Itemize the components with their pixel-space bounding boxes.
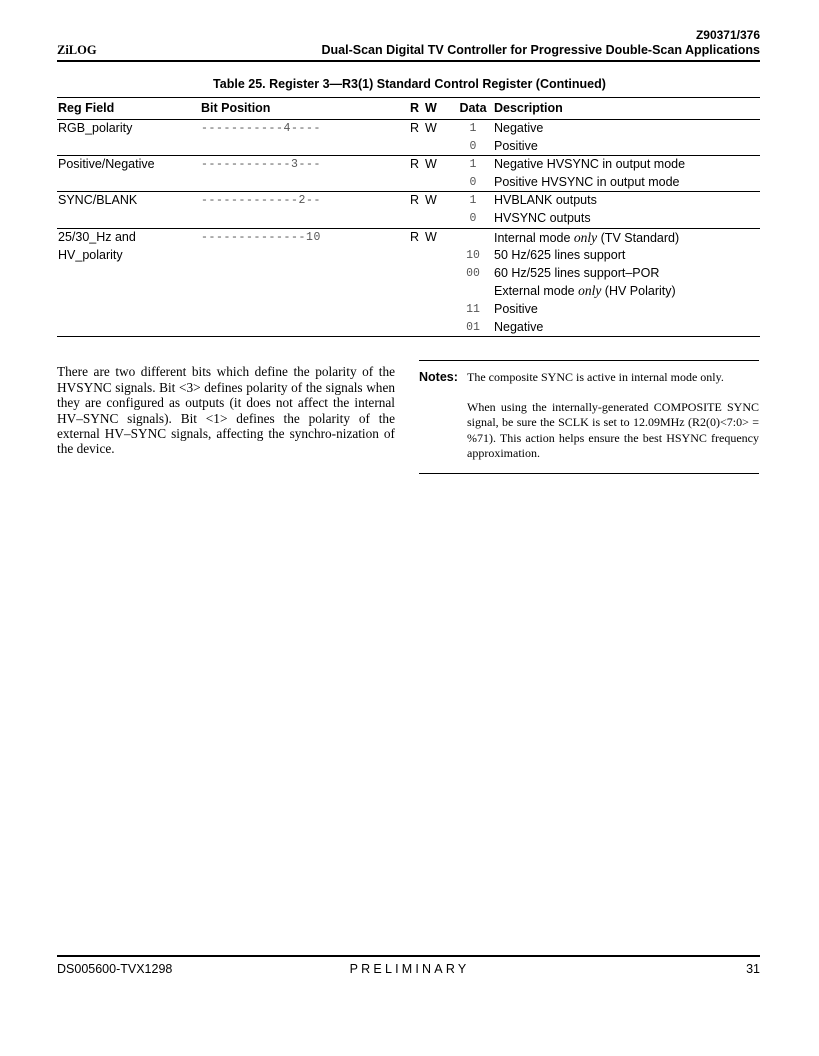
reg-field-cell	[57, 174, 200, 192]
table-row	[57, 265, 760, 283]
reg-field-cell	[57, 210, 200, 228]
description-text: (TV Standard)	[597, 230, 680, 245]
data-cell: 0	[453, 174, 493, 192]
rw-cell	[409, 247, 453, 265]
r-flag: R	[410, 193, 420, 208]
bit-position-cell: ------------3---	[201, 158, 322, 172]
table-row	[57, 120, 760, 138]
table-row	[57, 301, 760, 319]
emphasis-text: only	[573, 229, 598, 245]
table-row	[57, 192, 760, 210]
table-caption: Table 25. Register 3—R3(1) Standard Control Register (Continued)	[213, 77, 606, 91]
description-cell: HVSYNC outputs	[493, 210, 760, 228]
bit-position-cell	[200, 138, 409, 156]
description-cell: Positive	[493, 138, 760, 156]
table-row	[57, 247, 760, 265]
description-cell: HVBLANK outputs	[494, 193, 597, 208]
table-row	[57, 138, 760, 156]
reg-field-cell	[57, 301, 200, 319]
bit-position-cell	[200, 319, 409, 337]
table-row	[57, 228, 760, 247]
description-cell: Positive HVSYNC in output mode	[493, 174, 760, 192]
table-row	[57, 210, 760, 228]
document-title: Dual-Scan Digital TV Controller for Progressive Double-Scan Applications	[321, 43, 760, 57]
rw-cell	[409, 138, 453, 156]
header-description: Description	[493, 98, 760, 120]
table-row	[57, 156, 760, 174]
description-cell: Negative HVSYNC in output mode	[494, 157, 686, 172]
w-flag: W	[425, 193, 437, 208]
description-cell: Positive	[494, 301, 538, 316]
table-row	[57, 282, 760, 301]
bit-position-cell: -------------2--	[201, 194, 322, 208]
reg-field-cell: SYNC/BLANK	[58, 193, 138, 208]
data-cell: 01	[453, 319, 493, 337]
w-flag: W	[425, 121, 437, 135]
description-cell: Negative	[493, 319, 760, 337]
register-table	[57, 97, 760, 337]
description-text: Internal mode	[494, 230, 574, 245]
header-data: Data	[453, 98, 493, 120]
rw-cell	[409, 265, 453, 283]
bit-position-cell: -----------4----	[201, 122, 322, 135]
table-row	[57, 174, 760, 192]
header-r: R	[410, 101, 420, 115]
reg-field-cell	[57, 138, 200, 156]
part-number: Z90371/376	[695, 28, 760, 42]
rw-cell	[409, 282, 453, 301]
bit-position-cell	[200, 265, 409, 283]
data-cell: 10	[466, 249, 480, 263]
page-number: 31	[746, 962, 760, 976]
header-rule	[57, 60, 760, 62]
rw-cell	[409, 228, 453, 247]
r-flag: R	[410, 157, 420, 172]
reg-field-cell	[57, 319, 200, 337]
description-cell: 60 Hz/525 lines support–POR	[494, 265, 660, 280]
bit-position-cell	[200, 210, 409, 228]
table-header-row	[57, 98, 760, 120]
description-cell	[493, 228, 760, 247]
bit-position-cell	[200, 247, 409, 265]
rw-cell	[409, 301, 453, 319]
reg-field-cell: RGB_polarity	[58, 121, 133, 135]
description-text: External mode	[494, 284, 579, 299]
w-flag: W	[425, 157, 437, 172]
bit-position-cell	[200, 282, 409, 301]
bit-position-cell	[200, 301, 409, 319]
reg-field-cell	[57, 282, 200, 301]
emphasis-text: only	[578, 283, 602, 299]
data-cell: 1	[469, 194, 477, 208]
reg-field-cell: Positive/Negative	[58, 157, 155, 172]
description-text: (HV Polarity)	[601, 284, 676, 299]
data-cell	[453, 228, 493, 247]
data-cell: 0	[453, 210, 493, 228]
r-flag: R	[410, 121, 420, 135]
data-cell: 1	[469, 158, 477, 172]
rw-cell	[409, 319, 453, 337]
notes-label: Notes:	[419, 370, 458, 384]
footer-rule	[57, 955, 760, 957]
bit-position-cell: --------------10	[201, 230, 322, 244]
note-item: When using the internally-generated COMPOSITE SYNC signal, be sure the SCLK is set to 12.09MHz (R2(0)<7:0> = %71). This action helps ensure the best HSYNC frequency approximation.	[467, 399, 759, 460]
rw-cell	[409, 210, 453, 228]
header-w: W	[425, 101, 437, 115]
data-cell: 1	[469, 122, 477, 135]
reg-field-cell: 25/30_Hz and	[58, 229, 136, 244]
reg-field-cell	[57, 265, 200, 283]
table-row	[57, 319, 760, 337]
data-cell: 00	[466, 266, 480, 280]
reg-field-cell: HV_polarity	[58, 248, 123, 263]
body-paragraph: There are two different bits which define the polarity of the HVSYNC signals. Bit <3> defines polarity of the signals when they are configured as outputs (it does not affect the internal HV–SYNC signals). Bit <1> defines the polarity of the external HV–SYNC signals, affecting the synchro-nization of the device.	[57, 364, 395, 457]
data-cell: 11	[466, 302, 480, 316]
notes-box	[419, 360, 759, 474]
data-cell: 0	[453, 138, 493, 156]
rw-cell	[409, 120, 453, 138]
rw-cell	[409, 156, 453, 174]
rw-cell	[409, 174, 453, 192]
company-logo: ZiLOG	[57, 43, 97, 57]
description-cell	[493, 282, 760, 301]
description-cell: Negative	[494, 121, 544, 135]
header-bit-position: Bit Position	[200, 98, 409, 120]
header-rw	[409, 98, 453, 120]
r-flag: R	[410, 229, 420, 244]
document-number: DS005600-TVX1298	[57, 962, 173, 976]
note-item: The composite SYNC is active in internal mode only.	[467, 370, 724, 384]
document-status: PRELIMINARY	[349, 962, 470, 976]
header-reg-field: Reg Field	[57, 98, 200, 120]
description-cell: 50 Hz/625 lines support	[494, 248, 626, 263]
bit-position-cell	[200, 174, 409, 192]
data-cell	[453, 282, 493, 301]
rw-cell	[409, 192, 453, 210]
w-flag: W	[425, 229, 437, 244]
